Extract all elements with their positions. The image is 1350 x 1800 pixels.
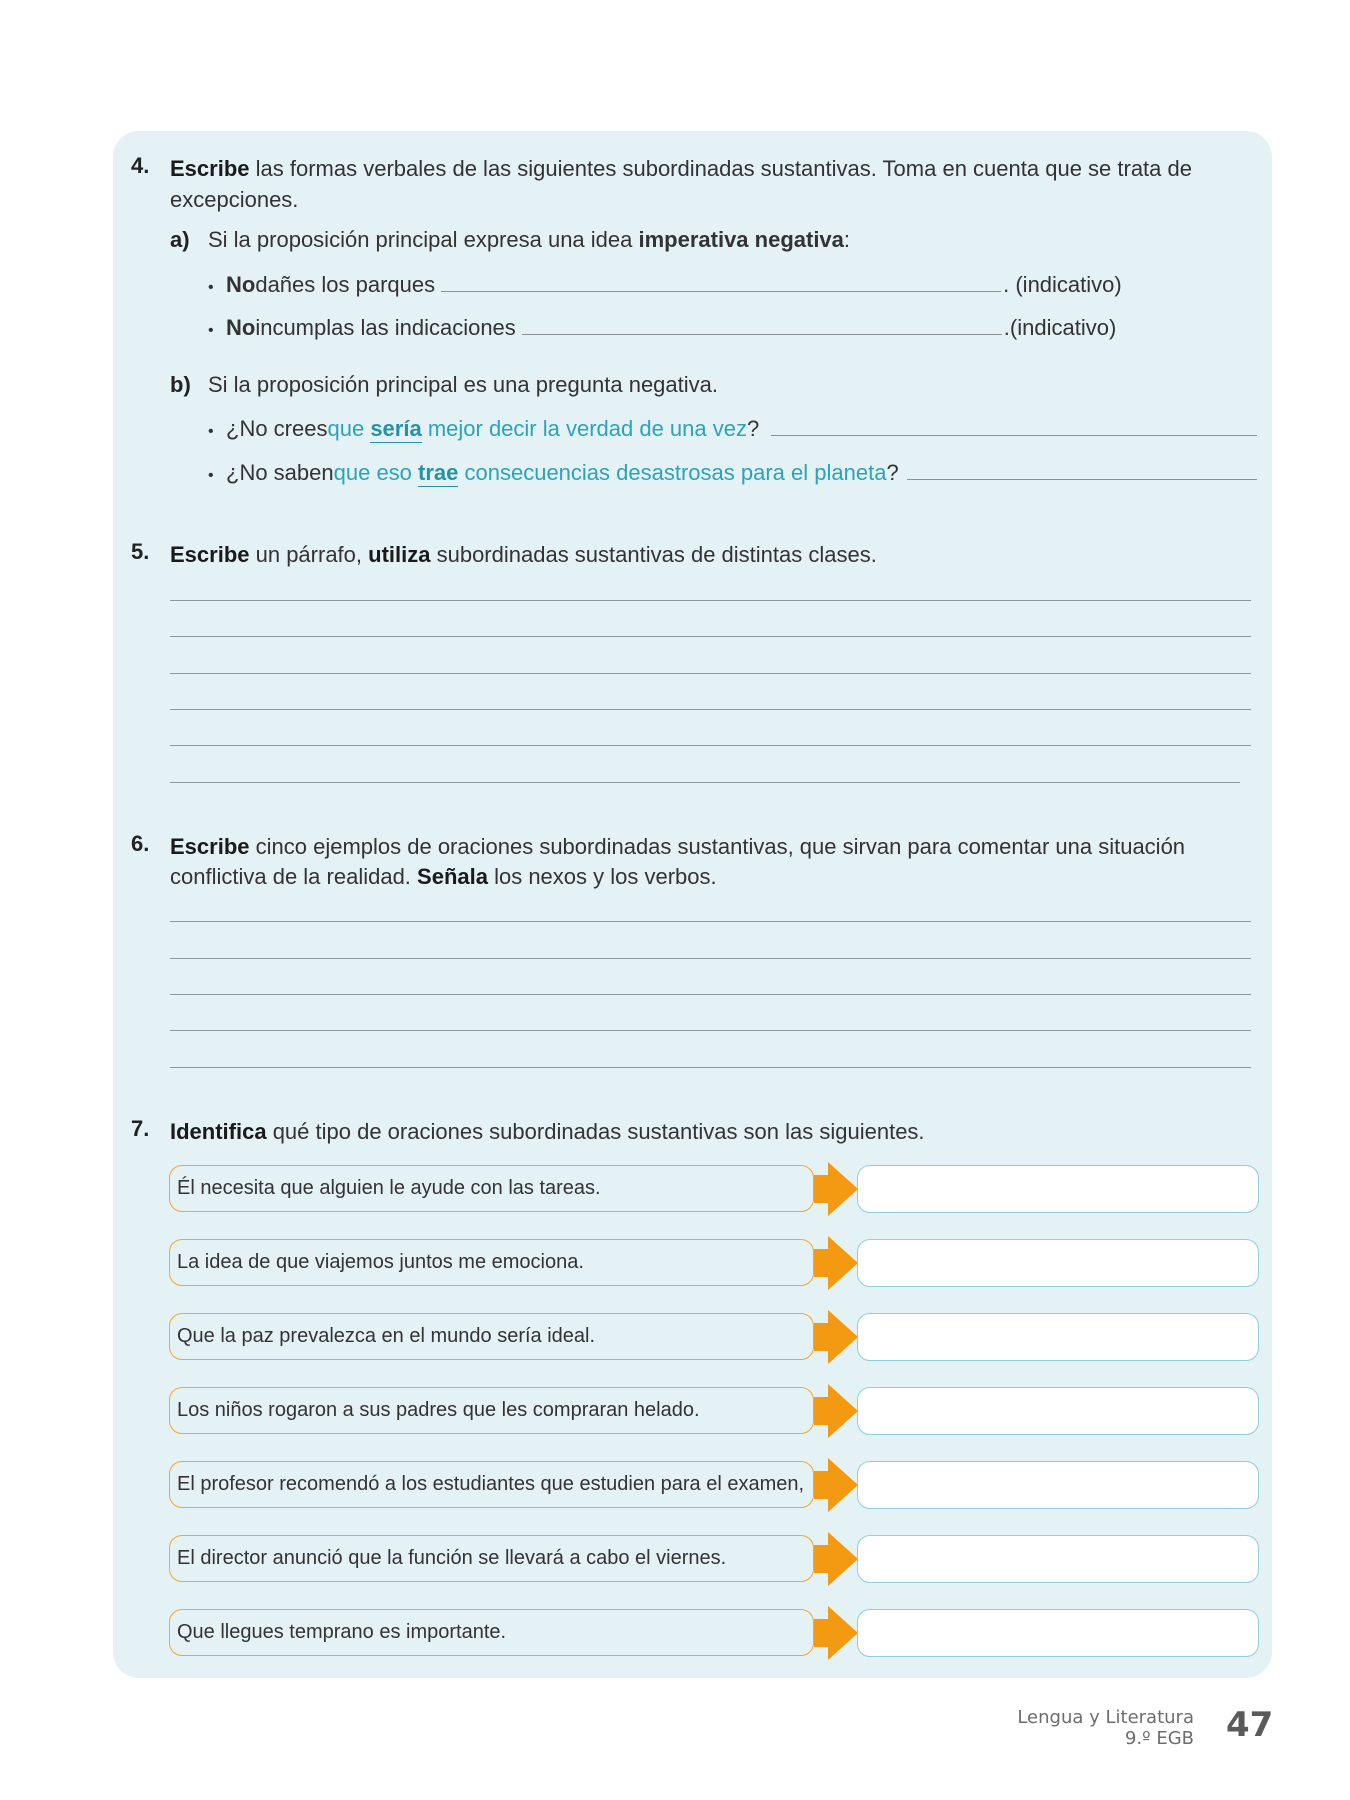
q7-sentence-6: El director anunció que la función se llevará a cabo el viernes. (169, 1535, 814, 1582)
q4-part-a-text-before: Si la proposición principal expresa una idea (208, 227, 639, 252)
question-7-number: 7. (131, 1116, 150, 1141)
question-7-text: qué tipo de oraciones subordinadas sustantivas son las siguientes. (266, 1119, 925, 1144)
q5-answer-line-4[interactable] (170, 709, 1251, 710)
question-5-number: 5. (131, 539, 150, 564)
q7-row-3 (169, 1313, 1259, 1363)
q4-b-item-1-rest: mejor decir la verdad de una vez (421, 416, 747, 441)
q4-b-item-2-answer-blank[interactable] (907, 478, 1257, 480)
q7-answer-box-2[interactable] (857, 1239, 1259, 1287)
q4-b-item-1-end: ? (747, 416, 760, 441)
question-5-verb-2: utiliza (368, 542, 431, 567)
q4-part-b-text: Si la proposición principal es una pregunta negativa. (208, 372, 718, 397)
bullet-icon: • (208, 467, 214, 484)
q7-answer-box-4[interactable] (857, 1387, 1259, 1435)
q4-a-item-2-bold: No (226, 315, 256, 340)
q4-b-item-1 (208, 416, 1259, 443)
q4-b-item-2-end: ? (886, 460, 899, 485)
arrow-right-icon (814, 1236, 858, 1290)
q4-b-item-1-verb: sería (370, 416, 422, 441)
q4-part-a-bold: imperativa negativa (638, 227, 844, 252)
q4-b-item-1-answer-blank[interactable] (771, 434, 1257, 436)
q5-answer-line-6[interactable] (170, 782, 1240, 783)
page-number: 47 (1226, 1705, 1274, 1745)
q7-row-4 (169, 1387, 1259, 1437)
q4-a-item-1-text: dañes los parques (255, 272, 436, 297)
question-4-number: 4. (131, 153, 150, 178)
q4-part-a-label: a) (170, 227, 190, 252)
arrow-right-icon (814, 1162, 858, 1216)
question-6-number: 6. (131, 831, 150, 856)
footer-subject (1017, 1707, 1194, 1749)
q4-a-item-1-bold: No (226, 272, 256, 297)
q4-b-item-2-verb: trae (418, 460, 459, 485)
bullet-icon: • (208, 322, 214, 339)
q4-b-item-2-rest: consecuencias desastrosas para el planeta (458, 460, 887, 485)
question-4-line1: las formas verbales de las siguientes subordinadas sustantivas. Toma en cuenta que se trata de (255, 156, 1192, 181)
q7-sentence-2: La idea de que viajemos juntos me emociona. (169, 1239, 814, 1286)
q4-a-item-1 (208, 272, 1122, 298)
q7-answer-box-5[interactable] (857, 1461, 1259, 1509)
arrow-right-icon (814, 1606, 858, 1660)
q4-b-item-2-nexus: que eso (333, 460, 419, 485)
q4-b-item-2-lead: ¿No saben (226, 460, 334, 485)
footer-subject-name: Lengua y Literatura (1017, 1707, 1194, 1728)
q7-sentence-5: El profesor recomendó a los estudiantes que estudien para el examen, (169, 1461, 814, 1508)
q4-a-item-1-answer-blank[interactable] (441, 290, 1001, 292)
q4-a-item-2-text: incumplas las indicaciones (255, 315, 516, 340)
q6-answer-line-3[interactable] (170, 994, 1251, 995)
q7-sentence-4: Los niños rogaron a sus padres que les compraran helado. (169, 1387, 814, 1434)
question-5-instruction (170, 539, 1258, 570)
question-4-verb: Escribe (170, 156, 250, 181)
q7-row-6 (169, 1535, 1259, 1585)
question-6-instruction-line1 (170, 831, 1258, 862)
q7-row-1 (169, 1165, 1259, 1215)
q7-row-7 (169, 1609, 1259, 1659)
q6-answer-line-1[interactable] (170, 921, 1251, 922)
q4-a-item-2-suffix: .(indicativo) (1003, 315, 1117, 340)
q5-answer-line-5[interactable] (170, 745, 1251, 746)
q7-sentence-3: Que la paz prevalezca en el mundo sería ideal. (169, 1313, 814, 1360)
q4-a-item-1-suffix: . (indicativo) (1003, 272, 1122, 297)
question-4-line2: excepciones. (170, 187, 299, 212)
q7-answer-box-7[interactable] (857, 1609, 1259, 1657)
q4-b-item-1-lead: ¿No crees (226, 416, 328, 441)
q4-part-a-text (208, 227, 850, 253)
q5-answer-line-1[interactable] (170, 600, 1251, 601)
q6-answer-line-5[interactable] (170, 1067, 1251, 1068)
arrow-right-icon (814, 1310, 858, 1364)
question-5-text-1: un párrafo, (249, 542, 369, 567)
q4-a-item-2-answer-blank[interactable] (522, 333, 1002, 335)
question-6-instruction-line2 (170, 861, 1258, 892)
q6-answer-line-4[interactable] (170, 1030, 1251, 1031)
arrow-right-icon (814, 1532, 858, 1586)
question-6-text-2: conflictiva de la realidad. (170, 864, 418, 889)
question-6-verb-1: Escribe (170, 834, 250, 859)
q7-answer-box-6[interactable] (857, 1535, 1259, 1583)
question-6-text-1: cinco ejemplos de oraciones subordinadas sustantivas, que sirvan para comentar una situación (249, 834, 1186, 859)
q4-part-b-label: b) (170, 372, 191, 397)
q4-part-a-text-after: : (843, 227, 851, 252)
question-6-verb-2: Señala (417, 864, 488, 889)
question-7-verb: Identifica (170, 1119, 267, 1144)
q6-answer-line-2[interactable] (170, 958, 1251, 959)
bullet-icon: • (208, 423, 214, 440)
question-5-verb-1: Escribe (170, 542, 250, 567)
question-7-instruction (170, 1116, 1258, 1147)
q7-answer-box-1[interactable] (857, 1165, 1259, 1213)
q4-b-item-2 (208, 460, 1259, 487)
question-6-text-3: los nexos y los verbos. (487, 864, 717, 889)
q4-b-item-1-nexus: que (327, 416, 371, 441)
q5-answer-line-3[interactable] (170, 673, 1251, 674)
arrow-right-icon (814, 1458, 858, 1512)
question-5-text-2: subordinadas sustantivas de distintas clases. (430, 542, 877, 567)
q7-sentence-1: Él necesita que alguien le ayude con las tareas. (169, 1165, 814, 1212)
arrow-right-icon (814, 1384, 858, 1438)
q7-sentence-7: Que llegues temprano es importante. (169, 1609, 814, 1656)
q7-answer-box-3[interactable] (857, 1313, 1259, 1361)
question-4-instruction (170, 153, 1258, 184)
q4-a-item-2 (208, 315, 1116, 341)
q5-answer-line-2[interactable] (170, 636, 1251, 637)
q7-row-5 (169, 1461, 1259, 1511)
q7-row-2 (169, 1239, 1259, 1289)
footer-grade: 9.º EGB (1124, 1728, 1194, 1749)
exercise-panel (113, 131, 1272, 1678)
bullet-icon: • (208, 279, 214, 296)
